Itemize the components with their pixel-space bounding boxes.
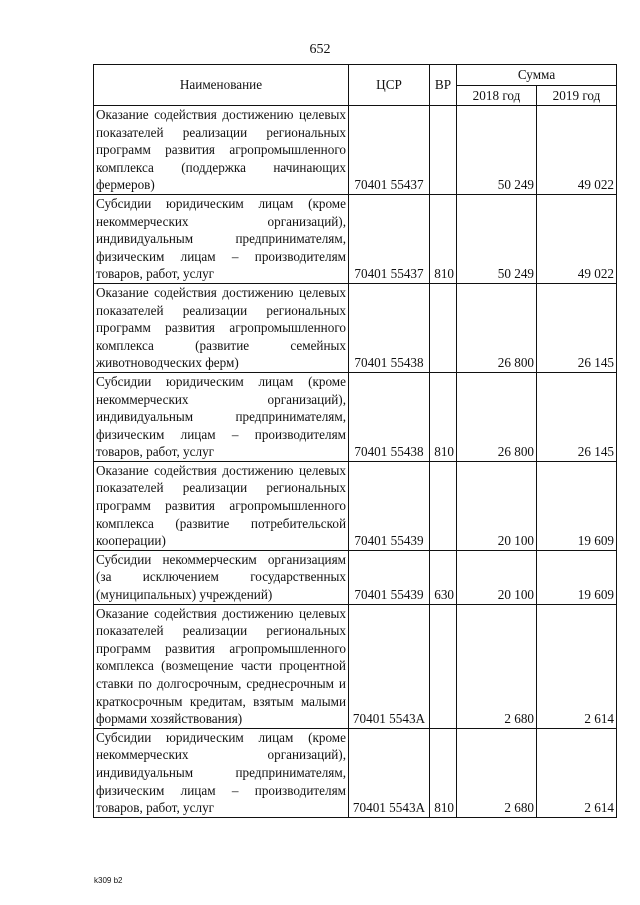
row-sum-2019: 49 022 <box>537 106 617 195</box>
row-csr: 70401 55437 <box>349 194 430 283</box>
row-csr: 70401 55439 <box>349 461 430 550</box>
row-csr: 70401 5543А <box>349 728 430 817</box>
table-row <box>94 283 617 372</box>
row-sum-2019: 26 145 <box>537 283 617 372</box>
row-name: Оказание содействия достижению целевых показателей реализации региональных программ развития агропромышленного комплекса (развитие потребительской кооперации) <box>94 461 349 550</box>
table-row <box>94 106 617 195</box>
row-name: Субсидии юридическим лицам (кроме некоммерческих организаций), индивидуальным предпринимателям, физическим лицам – производителям товаров, работ, услуг <box>94 728 349 817</box>
table-row <box>94 372 617 461</box>
row-vr <box>430 106 457 195</box>
row-csr: 70401 55438 <box>349 372 430 461</box>
row-sum-2018: 26 800 <box>457 372 537 461</box>
row-csr: 70401 5543А <box>349 604 430 728</box>
table-row <box>94 550 617 604</box>
row-sum-2018: 20 100 <box>457 550 537 604</box>
row-csr: 70401 55439 <box>349 550 430 604</box>
row-name: Субсидии юридическим лицам (кроме некоммерческих организаций), индивидуальным предпринимателям, физическим лицам – производителям товаров, работ, услуг <box>94 194 349 283</box>
header-sum: Сумма <box>457 65 617 86</box>
table-row <box>94 604 617 728</box>
row-sum-2018: 20 100 <box>457 461 537 550</box>
row-sum-2019: 2 614 <box>537 728 617 817</box>
row-sum-2019: 2 614 <box>537 604 617 728</box>
row-sum-2018: 26 800 <box>457 283 537 372</box>
row-vr <box>430 604 457 728</box>
row-csr: 70401 55437 <box>349 106 430 195</box>
row-sum-2018: 2 680 <box>457 728 537 817</box>
row-vr: 810 <box>430 728 457 817</box>
row-sum-2019: 19 609 <box>537 461 617 550</box>
row-sum-2019: 19 609 <box>537 550 617 604</box>
row-name: Субсидии некоммерческим организациям (за исключением государственных (муниципальных) учреждений) <box>94 550 349 604</box>
header-year-2019: 2019 год <box>537 86 617 106</box>
row-sum-2019: 49 022 <box>537 194 617 283</box>
header-year-2018: 2018 год <box>457 86 537 106</box>
row-vr <box>430 283 457 372</box>
row-name: Оказание содействия достижению целевых показателей реализации региональных программ развития агропромышленного комплекса (возмещение части процентной ставки по долгосрочным, среднесрочным и краткосрочным кредитам, взятым малыми формами хозяйствования) <box>94 604 349 728</box>
row-vr: 630 <box>430 550 457 604</box>
row-csr: 70401 55438 <box>349 283 430 372</box>
table-row <box>94 194 617 283</box>
row-vr: 810 <box>430 372 457 461</box>
table-row <box>94 728 617 817</box>
row-vr <box>430 461 457 550</box>
row-sum-2019: 26 145 <box>537 372 617 461</box>
row-sum-2018: 50 249 <box>457 194 537 283</box>
row-name: Оказание содействия достижению целевых показателей реализации региональных программ развития агропромышленного комплекса (развитие семейных животноводческих ферм) <box>94 283 349 372</box>
footer-code: k309 b2 <box>94 876 123 885</box>
header-csr: ЦСР <box>349 65 430 106</box>
row-name: Оказание содействия достижению целевых показателей реализации региональных программ развития агропромышленного комплекса (поддержка начинающих фермеров) <box>94 106 349 195</box>
page-number: 652 <box>309 42 331 57</box>
header-vr: ВР <box>430 65 457 106</box>
budget-table <box>93 64 617 818</box>
row-vr: 810 <box>430 194 457 283</box>
table-row <box>94 461 617 550</box>
row-name: Субсидии юридическим лицам (кроме некоммерческих организаций), индивидуальным предпринимателям, физическим лицам – производителям товаров, работ, услуг <box>94 372 349 461</box>
row-sum-2018: 2 680 <box>457 604 537 728</box>
header-name: Наименование <box>94 65 349 106</box>
row-sum-2018: 50 249 <box>457 106 537 195</box>
